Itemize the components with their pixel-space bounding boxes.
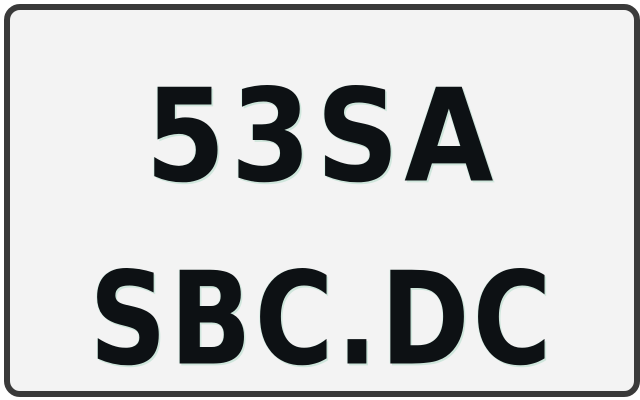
plate-line-2: SBC.DC <box>89 244 555 395</box>
license-plate <box>4 4 640 397</box>
plate-line-1: 53SA <box>145 61 499 212</box>
